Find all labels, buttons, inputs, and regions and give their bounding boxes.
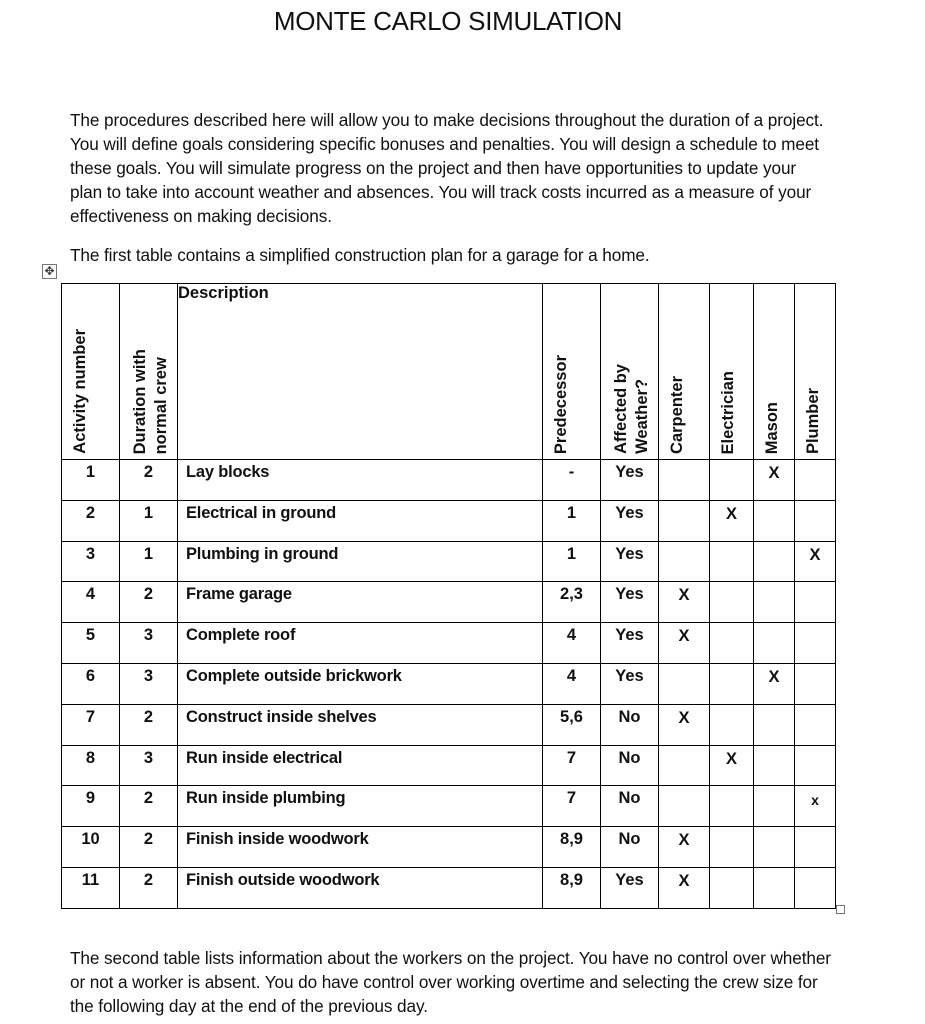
- cell-plumber: X: [795, 541, 836, 582]
- cell-carpenter: X: [659, 623, 710, 664]
- table-row: [62, 663, 836, 704]
- cell-affected-by-weather: No: [601, 786, 659, 827]
- cell-affected-by-weather: Yes: [601, 460, 659, 501]
- cell-plumber: [795, 704, 836, 745]
- table-move-handle-icon[interactable]: ✥: [42, 264, 57, 279]
- header-predecessor: Predecessor: [543, 284, 601, 460]
- cell-description: Run inside electrical: [178, 745, 543, 786]
- cell-description: Electrical in ground: [178, 500, 543, 541]
- cell-predecessor: 7: [543, 745, 601, 786]
- cell-activity-number: 5: [62, 623, 120, 664]
- cell-predecessor: 5,6: [543, 704, 601, 745]
- cell-electrician: X: [710, 745, 754, 786]
- table-resize-handle[interactable]: [836, 905, 845, 914]
- cell-duration: 2: [120, 786, 178, 827]
- cell-predecessor: 1: [543, 541, 601, 582]
- cell-description: Lay blocks: [178, 460, 543, 501]
- cell-activity-number: 9: [62, 786, 120, 827]
- cell-plumber: [795, 867, 836, 908]
- cell-activity-number: 11: [62, 867, 120, 908]
- cell-affected-by-weather: Yes: [601, 500, 659, 541]
- cell-duration: 2: [120, 460, 178, 501]
- first-table-intro: The first table contains a simplified construction plan for a garage for a home.: [70, 245, 650, 265]
- cell-mason: [754, 582, 795, 623]
- cell-duration: 1: [120, 500, 178, 541]
- header-electrician: Electrician: [710, 284, 754, 460]
- cell-plumber: x: [795, 786, 836, 827]
- cell-mason: [754, 500, 795, 541]
- cell-description: Complete roof: [178, 623, 543, 664]
- header-mason: Mason: [754, 284, 795, 460]
- cell-duration: 2: [120, 704, 178, 745]
- cell-predecessor: 1: [543, 500, 601, 541]
- cell-affected-by-weather: Yes: [601, 623, 659, 664]
- table-row: [62, 704, 836, 745]
- cell-carpenter: X: [659, 704, 710, 745]
- cell-mason: [754, 745, 795, 786]
- cell-affected-by-weather: Yes: [601, 663, 659, 704]
- cell-electrician: [710, 663, 754, 704]
- cell-duration: 2: [120, 827, 178, 868]
- cell-activity-number: 7: [62, 704, 120, 745]
- cell-activity-number: 3: [62, 541, 120, 582]
- cell-activity-number: 8: [62, 745, 120, 786]
- table-row: [62, 745, 836, 786]
- table-row: [62, 541, 836, 582]
- cell-duration: 2: [120, 582, 178, 623]
- cell-activity-number: 2: [62, 500, 120, 541]
- cell-plumber: [795, 663, 836, 704]
- cell-carpenter: X: [659, 582, 710, 623]
- cell-electrician: [710, 460, 754, 501]
- cell-activity-number: 1: [62, 460, 120, 501]
- cell-duration: 3: [120, 745, 178, 786]
- construction-plan-table: [61, 283, 836, 909]
- second-table-intro: The second table lists information about the workers on the project. You have no control over whether or not a worker is absent. You do have control over working overtime and selecting the crew size for the following day at the end of the previous day.: [70, 948, 831, 1016]
- cell-plumber: [795, 460, 836, 501]
- cell-description: Plumbing in ground: [178, 541, 543, 582]
- cell-carpenter: X: [659, 867, 710, 908]
- header-affected-by-weather: Affected by Weather?: [601, 284, 659, 460]
- cell-carpenter: [659, 500, 710, 541]
- cell-description: Complete outside brickwork: [178, 663, 543, 704]
- header-description: Description: [178, 284, 543, 460]
- table-row: [62, 500, 836, 541]
- cell-mason: X: [754, 663, 795, 704]
- cell-carpenter: [659, 541, 710, 582]
- table-row: [62, 623, 836, 664]
- cell-carpenter: [659, 460, 710, 501]
- cell-description: Finish inside woodwork: [178, 827, 543, 868]
- table-row: [62, 582, 836, 623]
- cell-affected-by-weather: Yes: [601, 582, 659, 623]
- table-row: [62, 460, 836, 501]
- cell-duration: 3: [120, 663, 178, 704]
- cell-affected-by-weather: Yes: [601, 867, 659, 908]
- table-header-row: [62, 284, 836, 460]
- cell-predecessor: 8,9: [543, 867, 601, 908]
- cell-plumber: [795, 582, 836, 623]
- table-row: [62, 827, 836, 868]
- cell-duration: 1: [120, 541, 178, 582]
- cell-carpenter: X: [659, 827, 710, 868]
- table-row: [62, 786, 836, 827]
- cell-description: Construct inside shelves: [178, 704, 543, 745]
- cell-electrician: [710, 582, 754, 623]
- cell-mason: [754, 704, 795, 745]
- cell-electrician: [710, 827, 754, 868]
- cell-mason: X: [754, 460, 795, 501]
- cell-duration: 2: [120, 867, 178, 908]
- cell-electrician: [710, 541, 754, 582]
- cell-electrician: [710, 623, 754, 664]
- document-title: MONTE CARLO SIMULATION: [273, 6, 623, 36]
- intro-paragraph: The procedures described here will allow you to make decisions throughout the duration of a project. You will define goals considering specific bonuses and penalties. You will design a schedule to meet these goals. You will simulate progress on the project and then have opportunities to update your plan to take into account weather and absences. You will track costs incurred as a measure of your effectiveness on making decisions.: [70, 110, 824, 226]
- cell-affected-by-weather: No: [601, 745, 659, 786]
- cell-predecessor: 2,3: [543, 582, 601, 623]
- cell-plumber: [795, 623, 836, 664]
- cell-carpenter: [659, 663, 710, 704]
- cell-electrician: [710, 867, 754, 908]
- cell-mason: [754, 623, 795, 664]
- cell-mason: [754, 867, 795, 908]
- cell-activity-number: 6: [62, 663, 120, 704]
- header-duration: Duration with normal crew: [120, 284, 178, 460]
- cell-mason: [754, 541, 795, 582]
- cell-description: Run inside plumbing: [178, 786, 543, 827]
- table-row: [62, 867, 836, 908]
- cell-affected-by-weather: No: [601, 704, 659, 745]
- cell-activity-number: 4: [62, 582, 120, 623]
- cell-carpenter: [659, 786, 710, 827]
- header-activity-number: Activity number: [62, 284, 120, 460]
- cell-description: Finish outside woodwork: [178, 867, 543, 908]
- cell-electrician: [710, 704, 754, 745]
- cell-affected-by-weather: No: [601, 827, 659, 868]
- cell-activity-number: 10: [62, 827, 120, 868]
- cell-mason: [754, 827, 795, 868]
- header-plumber: Plumber: [795, 284, 836, 460]
- cell-duration: 3: [120, 623, 178, 664]
- cell-predecessor: 4: [543, 623, 601, 664]
- cell-predecessor: 7: [543, 786, 601, 827]
- cell-electrician: [710, 786, 754, 827]
- cell-affected-by-weather: Yes: [601, 541, 659, 582]
- cell-carpenter: [659, 745, 710, 786]
- cell-predecessor: 8,9: [543, 827, 601, 868]
- cell-plumber: [795, 827, 836, 868]
- header-carpenter: Carpenter: [659, 284, 710, 460]
- cell-electrician: X: [710, 500, 754, 541]
- cell-predecessor: -: [543, 460, 601, 501]
- cell-description: Frame garage: [178, 582, 543, 623]
- cell-plumber: [795, 745, 836, 786]
- cell-mason: [754, 786, 795, 827]
- cell-plumber: [795, 500, 836, 541]
- cell-predecessor: 4: [543, 663, 601, 704]
